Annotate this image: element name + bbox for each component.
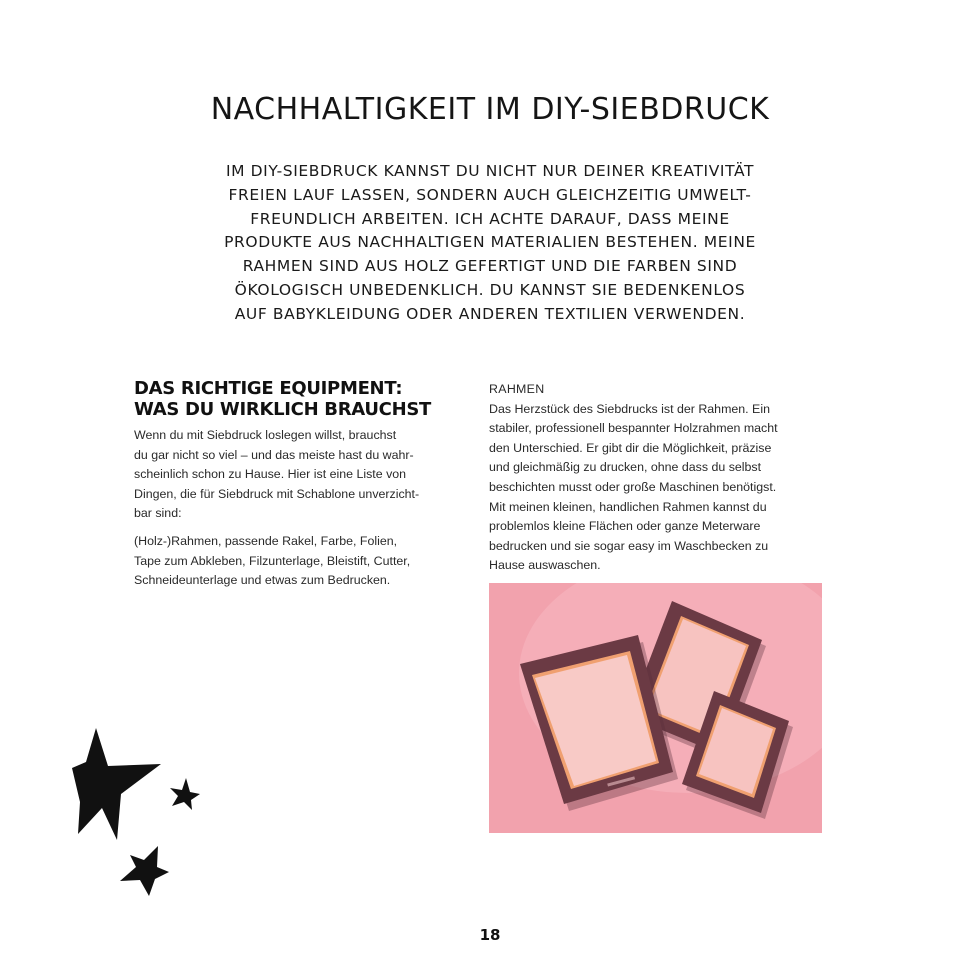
intro-text	[190, 160, 790, 327]
intro-line: ÖKOLOGISCH UNBEDENKLICH. DU KANNST SIE BEDENKENLOS	[234, 280, 746, 299]
text-line: scheinlich schon zu Hause. Hier ist eine Liste von	[134, 467, 407, 482]
frame-section	[489, 380, 829, 576]
equipment-section	[134, 378, 474, 591]
text-line: Tape zum Abkleben, Filzunterlage, Bleistift, Cutter,	[134, 553, 411, 568]
text-line: Dingen, die für Siebdruck mit Schablone unverzicht-	[134, 486, 420, 501]
text-line: den Unterschied. Er gibt dir die Möglichkeit, präzise	[489, 440, 772, 455]
page-number: 18	[479, 926, 501, 944]
intro-line: AUF BABYKLEIDUNG ODER ANDEREN TEXTILIEN VERWENDEN.	[234, 304, 746, 323]
star-icon	[170, 778, 200, 810]
text-line: du gar nicht so viel – und das meiste hast du wahr-	[134, 447, 414, 462]
text-line: problemlos kleine Flächen oder ganze Meterware	[489, 519, 761, 534]
intro-line: FREIEN LAUF LASSEN, SONDERN AUCH GLEICHZEITIG UMWELT-	[228, 185, 752, 204]
text-line: bar sind:	[134, 506, 182, 521]
star-icon	[72, 728, 161, 840]
heading-line: WAS DU WIRKLICH BRAUCHST	[134, 399, 431, 420]
text-line: (Holz-)Rahmen, passende Rakel, Farbe, Folien,	[134, 533, 398, 548]
text-line: Das Herzstück des Siebdrucks ist der Rahmen. Ein	[489, 401, 770, 416]
text-line: stabiler, professionell bespannter Holzrahmen macht	[489, 421, 778, 436]
text-line: Schneideunterlage und etwas zum Bedrucken.	[134, 573, 391, 588]
equipment-heading	[134, 378, 474, 420]
intro-line: FREUNDLICH ARBEITEN. ICH ACHTE DARAUF, DASS MEINE	[250, 209, 730, 228]
frame-heading: RAHMEN	[489, 382, 545, 396]
text-line: bedrucken und sie sogar easy im Waschbecken zu	[489, 538, 769, 553]
screen-frames-illustration	[489, 583, 822, 833]
intro-line: PRODUKTE AUS NACHHALTIGEN MATERIALIEN BESTEHEN. MEINE	[224, 233, 756, 252]
star-icon	[120, 846, 169, 896]
text-line: Hause auswaschen.	[489, 558, 601, 573]
heading-line: DAS RICHTIGE EQUIPMENT:	[134, 378, 403, 399]
equipment-list	[134, 532, 474, 591]
intro-line: IM DIY-SIEBDRUCK KANNST DU NICHT NUR DEINER KREATIVITÄT	[225, 162, 755, 180]
text-line: Mit meinen kleinen, handlichen Rahmen kannst du	[489, 499, 767, 514]
page-title: NACHHALTIGKEIT IM DIY-SIEBDRUCK	[210, 92, 770, 127]
text-line: beschichten musst oder große Maschinen benötigst.	[489, 479, 777, 494]
equipment-paragraph	[134, 426, 474, 524]
text-line: und gleichmäßig zu drucken, ohne dass du selbst	[489, 460, 762, 475]
text-line: Wenn du mit Siebdruck loslegen willst, brauchst	[134, 428, 397, 442]
frame-paragraph	[489, 400, 829, 576]
intro-line: RAHMEN SIND AUS HOLZ GEFERTIGT UND DIE FARBEN SIND	[242, 257, 738, 276]
screen-frames-photo	[489, 583, 822, 833]
decorative-stars	[66, 722, 216, 902]
